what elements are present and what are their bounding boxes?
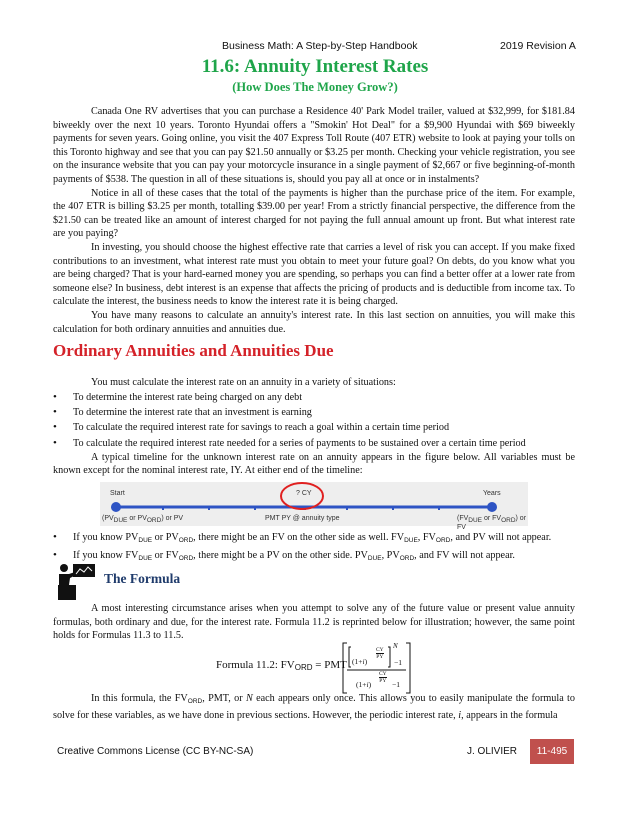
exponent-n: N	[393, 642, 398, 650]
list-item: • To determine the interest rate being charged on any debt	[53, 390, 575, 405]
formula-paragraph: A most interesting circumstance arises when you attempt to solve any of the future value or present value annuity formulas, both ordinary and due, for the interest rate. Formula 11.2 is reprinted below for illustration; however, the same point holds for Formulas 11.3 to 11.5.	[53, 603, 575, 642]
timeline-left-value: ($PV_{DUE}$ or $PV_{ORD}$) or PV	[102, 515, 184, 524]
timeline-figure	[100, 482, 528, 531]
intro-paragraph: Canada One RV advertises that you can purchase a Residence 40' Park Model trailer, valued at $32,999, for $181.84 biweekly over the next 10 years. Toronto Hyundai offers a "Smokin' Hot Deal" for a $9,900 Hyundai with $69 biweekly payments for seven years. Going online, you visit the 407 Express Toll Route (407 ETR) website to look at paying your tolls on this Toronto highway and see that you can pay $21.50 annually or $3.25 per month. Checking your vehicle registration, you see on the insurance website that you can pay your motorcycle insurance in a single payment of $2,667 or five beginning-of-month payments of $538. The question in all of these situations is, should you pay all at once or in instalments?	[53, 106, 575, 185]
section-heading: Ordinary Annuities and Annuities Due	[53, 341, 334, 360]
formula-numerator: (1+i)	[352, 657, 368, 666]
timeline-end-dot	[487, 502, 497, 512]
exponent-cy-py: CY PY	[379, 671, 387, 684]
page-subtitle: (How Does The Money Grow?)	[232, 80, 398, 94]
list-item: • To determine the interest rate that an investment is earning	[53, 405, 575, 420]
formula-intro	[53, 602, 575, 643]
section-lead: You must calculate the interest rate on an annuity in a variety of situations:	[91, 377, 396, 388]
footer-author: J. OLIVIER	[467, 746, 518, 757]
intro-text	[53, 105, 575, 336]
minus-one: −1	[394, 658, 402, 667]
intro-paragraph: Notice in all of these cases that the total of the payments is higher than the purchase price of the item. For example, the 407 ETR is billing $3.25 per month, totalling $39.00 per year! From a strictly financial perspective, the difference from the $21.50 can be treated like an amount of interest charged for not paying the full annual amount up front. But what interest rate are you paying?	[53, 187, 575, 240]
section-body	[53, 375, 575, 478]
timeline-start-label: Start	[110, 490, 125, 497]
footer-license: Creative Commons License (CC BY-NC-SA)	[57, 746, 254, 757]
list-item: • To calculate the required interest rate needed for a series of payments to be sustained over a certain time period	[53, 436, 575, 451]
formula-heading: The Formula	[104, 571, 181, 586]
list-item: • If you know $FV_{DUE}$ or $FV_{ORD}$, there might be a PV on the other side. $PV_{DUE}$, $PV_{ORD}$, and FV will not appear.	[53, 548, 575, 566]
list-item: • If you know $PV_{DUE}$ or $PV_{ORD}$, there might be an FV on the other side as well. $FV_{DUE}$, $FV_{ORD}$, and PV will not appear.	[53, 530, 575, 548]
list-item: • To calculate the required interest rate for savings to reach a goal within a certain time period	[53, 420, 575, 435]
unknown-rate-circle	[281, 483, 323, 509]
timeline-end-label: Years	[483, 490, 501, 497]
exponent-cy-py: CY PY	[376, 647, 384, 660]
page-number: 11-495	[530, 739, 574, 764]
situation-list	[53, 390, 575, 451]
page-title: 11.6: Annuity Interest Rates	[201, 56, 429, 77]
revision: 2019 Revision A	[500, 40, 576, 52]
timeline-middle-value: PMT PY @ annuity type	[265, 515, 340, 522]
intro-paragraph: You have many reasons to calculate an annuity's interest rate. In this last section on annuities, you will make this calculation for both ordinary annuities and annuities due.	[53, 309, 575, 335]
timeline-notes	[53, 530, 575, 566]
teacher-icon	[57, 563, 97, 601]
timeline-cy-label: ? CY	[296, 490, 312, 497]
minus-one: −1	[392, 680, 400, 689]
formula-explanation: In this formula, the $FV_{ORD}$, PMT, or N each appears only once. This allows you to easily manipulate the formula to solve for these variables, as we have done in previous sections. However, the periodic interest rate, i, appears in the formula	[53, 693, 575, 721]
intro-paragraph: In investing, you should choose the highest effective rate that carries a level of risk you can accept. If you make fixed contributions to an investment, what interest rate must you obtain to meet your future goal? On debts, do you know what you are being charged? That is your hard-earned money you are spending, so perhaps you can find a better offer at a lower rate from someone else? In business, debt interest is an expense that affects the pricing of products and is deductible from income tax. To calculate the interest, the business needs to know the interest rate it is being charged.	[53, 241, 575, 308]
timeline-intro: A typical timeline for the unknown interest rate on an annuity appears in the figure below. All variables must be known except for the nominal interest rate, IY. At either end of the timeline:	[53, 451, 575, 477]
timeline-right-value: ($FV_{DUE}$ or $FV_{ORD}$) or FV	[457, 515, 527, 531]
formula-denominator: (1+i)	[356, 680, 372, 689]
timeline-start-dot	[111, 502, 121, 512]
book-title: Business Math: A Step-by-Step Handbook	[222, 40, 418, 52]
